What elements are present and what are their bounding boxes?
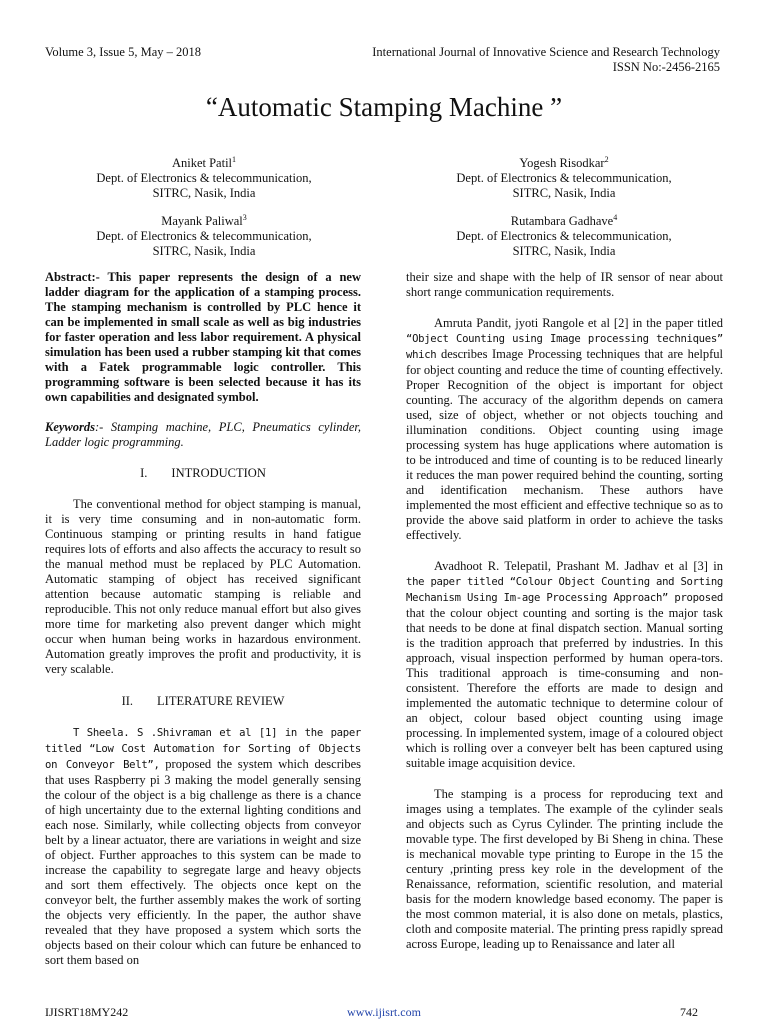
section-2-number: II.	[121, 694, 134, 708]
author-2	[414, 152, 714, 201]
author-1	[54, 152, 354, 201]
intro-paragraph: The conventional method for object stamping is manual, it is very time consuming and in non-automatic form. Continuous stamping or printing results in hand fatigue requires lots of efforts and also affects the accuracy to result so the manual method must be replaced by PLC Automation. Automatic stamping of object has received significant attention because automatic stamping is reliable and reproducible. This not only reduce manual effort but also gives more time for marketing also prevent danger which might occur when human being works in hazardous environment. Automation greatly improves the profit and productivity, it is very scalable.	[45, 497, 361, 676]
section-1-title: INTRODUCTION	[171, 466, 266, 480]
left-column	[45, 270, 361, 968]
keywords-label: Keywords	[45, 420, 95, 434]
stamping-paragraph: The stamping is a process for reproducing text and images using a templates. The example of the cylinder seals and objects such as Cyrus Cylinder. The printing include the movable type. The first developed by Bi Sheng in china. These is mechanical movable type printing to Europe in the 15 the century ,printing press key role in the development of the Renaissance, reformation, scientific resolution, and material basis for the modern knowledge based economy. The paper is the most common material, it is also done on metals, plastics, cloth and composite material. The printing press rapidly spread across Europe, leading up to Renaissance and later all	[406, 787, 723, 951]
lit3-body: that the colour object counting and sorting is the major task that needs to be done at final dispatch section. Manual sorting is the tradition approach that preferred by industries. In this approach, visual inspection performed by human opera-tors. This traditional approach is time-consuming and non-consistent. Therefore the efforts are made to design and implemented the automatic technique to determine colour of an object, colour based object counting using image processing. In implemented system, image of a coloured object which is rolling over a conveyer belt has been captured using suitable image acquisition device.	[406, 606, 723, 770]
lit3-title-part-1: the paper titled “Colour Object Counting and Sorting	[406, 576, 723, 588]
author-3-inst: SITRC, Nasik, India	[152, 244, 256, 259]
author-4-name	[414, 210, 714, 229]
literature-paragraph-2	[406, 316, 723, 543]
author-1-name	[54, 152, 354, 171]
lit1-title-part: T Sheela. S .Shivraman et al [1] in the paper titled “Low Cost Automation for Sorting of Objects on Conveyor Belt”,	[45, 727, 361, 771]
header-issn: ISSN No:-2456-2165	[612, 60, 720, 74]
author-4-dept: Dept. of Electronics & telecommunication,	[456, 229, 672, 244]
author-2-name-text: Yogesh Risodkar	[519, 156, 605, 171]
keywords-text: :- Stamping machine, PLC, Pneumatics cylinder, Ladder logic programming.	[45, 420, 361, 449]
section-1-number: I.	[140, 466, 148, 480]
section-literature-heading	[45, 694, 361, 709]
paper-title: “Automatic Stamping Machine ”	[205, 92, 563, 122]
footer-website-link[interactable]: www.ijisrt.com	[347, 1005, 421, 1019]
author-3-name-text: Mayank Paliwal	[161, 214, 243, 229]
lit2-body: describes Image Processing techniques that are helpful for object counting and reduce the time of counting effectively. Proper Recognition of the object is important for object counting. The accuracy of the algorithm depends on camera used, size of object, whether or not objects touching and illumination conditions. Object counting using image processing system has huge applications where automation is to be introduced and time of counting is to be reduced linearly it reduces the man power required behind the counting, sorting and identification mechanism. These authors have implemented the most efficient and effective technique so as to provide the above said platform in order to achieve the tasks effectively.	[406, 347, 723, 542]
author-3-dept: Dept. of Electronics & telecommunication,	[96, 229, 312, 244]
author-2-sup: 2	[604, 155, 609, 164]
author-4-inst: SITRC, Nasik, India	[512, 244, 616, 259]
header-journal-block	[372, 45, 720, 75]
author-4-name-text: Rutambara Gadhave	[510, 214, 614, 229]
literature-paragraph-3	[406, 559, 723, 771]
lit3-title-part-2: Mechanism Using Im-age Processing Approach” proposed	[406, 592, 723, 604]
section-2-title: LITERATURE REVIEW	[157, 694, 285, 708]
author-4-sup: 4	[613, 213, 618, 222]
lit2-intro: Amruta Pandit, jyoti Rangole et al [2] in the paper titled	[434, 316, 723, 330]
lit2-title-part: “Object Counting using Image processing techniques” which	[406, 333, 723, 361]
header-journal: International Journal of Innovative Science and Research Technology	[372, 45, 720, 59]
section-introduction-heading	[45, 466, 361, 481]
author-2-inst: SITRC, Nasik, India	[512, 186, 616, 201]
author-2-dept: Dept. of Electronics & telecommunication,	[456, 171, 672, 186]
lit3-intro: Avadhoot R. Telepatil, Prashant M. Jadhav et al [3] in	[434, 559, 723, 573]
keywords	[45, 420, 361, 450]
author-1-sup: 1	[232, 155, 237, 164]
author-2-name	[414, 152, 714, 171]
right-column	[406, 270, 723, 952]
author-4	[414, 210, 714, 259]
continued-paragraph: their size and shape with the help of IR sensor of near about short range communication requirements.	[406, 270, 723, 299]
author-3-sup: 3	[242, 213, 247, 222]
abstract: Abstract:- This paper represents the design of a new ladder diagram for the application of a stamping process. The stamping mechanism is controlled by PLC hence it can be implemented in small scale as well as big industries for faster operation and less labor requirement. A physical simulation has been used a rubber stamping kit that comes with a Fatek programmable logic controller. This programming software is been selected because it has its own capabilities and designated symbol.	[45, 270, 361, 404]
literature-paragraph-1	[45, 725, 361, 968]
footer-page-number: 742	[680, 1005, 698, 1019]
author-1-dept: Dept. of Electronics & telecommunication,	[96, 171, 312, 186]
lit1-body: proposed the system which describes that uses Raspberry pi 3 making the model generally sensing the colour of the object is a big challenge as there is a chance of high uncertainty due to the external lighting conditions and each nose. Similarly, while collecting objects from conveyor belt by a linear actuator, there are variations in weight and size of object. Further approaches to this system can be made to increase the capability to segregate large and heavy objects and sort them effectively. The objects once kept on the conveyor belt, the further assembly makes the work of sorting the objects very efficiently. In the paper, the author shave revealed that they have proposed a system which sorts the objects based on their colour which can future be enhanced to sort them based on	[45, 757, 361, 967]
author-3-name	[54, 210, 354, 229]
author-3	[54, 210, 354, 259]
header-volume: Volume 3, Issue 5, May – 2018	[45, 45, 202, 59]
author-1-name-text: Aniket Patil	[171, 156, 233, 171]
author-1-inst: SITRC, Nasik, India	[152, 186, 256, 201]
footer-paper-id: IJISRT18MY242	[45, 1005, 129, 1019]
